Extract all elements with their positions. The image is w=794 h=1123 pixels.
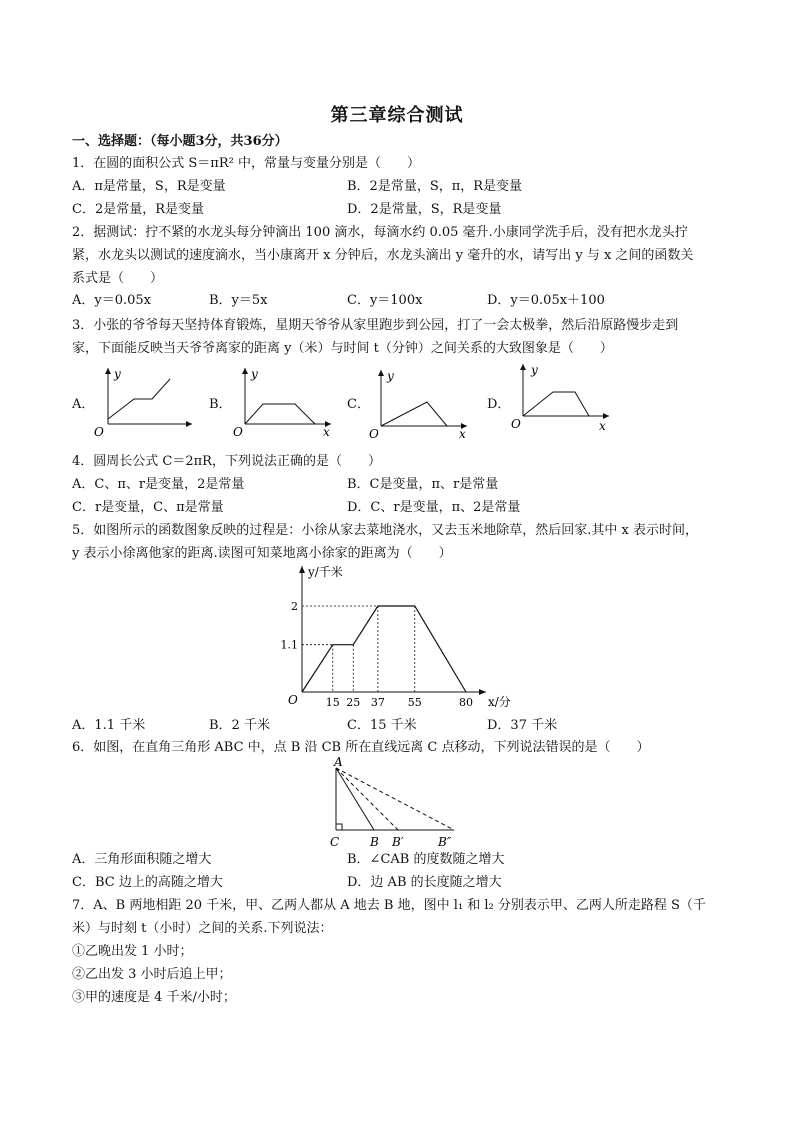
q6-option-b[interactable]: B．∠CAB 的度数随之增大	[347, 852, 505, 867]
q4-option-c[interactable]: C．r是变量，C、π是常量	[72, 500, 224, 515]
svg-text:x: x	[459, 427, 466, 440]
q3-option-c[interactable]: C．	[347, 397, 370, 412]
x-tick-label: 15	[325, 696, 340, 709]
q1-option-b[interactable]: B．2是常量，S，π，R是变量	[347, 179, 523, 194]
vertex-c-label: C	[330, 835, 340, 849]
svg-text:O: O	[94, 425, 104, 438]
svg-text:O: O	[233, 425, 243, 438]
q6-option-d[interactable]: D．边 AB 的长度随之增大	[347, 875, 502, 890]
x-tick-label: 80	[459, 696, 473, 709]
q3-stem-line2: 家，下面能反映当天爷爷离家的距离 y（米）与时间 t（分钟）之间关系的大致图象是（ ）	[72, 341, 613, 356]
q3-option-a[interactable]: A．	[72, 397, 95, 412]
distance-line	[302, 606, 466, 692]
svg-text:y: y	[114, 367, 121, 381]
svg-text:x: x	[599, 419, 606, 433]
x-axis-label: x/分	[488, 695, 511, 709]
vertex-b1-label: B′	[392, 835, 404, 849]
chart-marks	[281, 600, 474, 709]
q5-option-b[interactable]: B．2 千米	[209, 718, 270, 733]
q3-option-b[interactable]: B．	[209, 397, 232, 412]
q7-stem-line1: 7．A、B 两地相距 20 千米，甲、乙两人都从 A 地去 B 地，图中 l₁ 和 l₂ 分别表示甲、乙两人所走路程 S（千	[72, 898, 706, 913]
q6-option-a[interactable]: A．三角形面积随之增大	[72, 852, 212, 867]
q2-option-a[interactable]: A．y＝0.05x	[72, 293, 152, 308]
y-tick-label: 2	[291, 600, 298, 613]
q4-option-a[interactable]: A．C、π、r是变量，2是常量	[72, 477, 245, 492]
q5-stem-line2: y 表示小徐离他家的距离.读图可知菜地离小徐家的距离为（ ）	[72, 546, 452, 561]
page-title: 第三章综合测试	[330, 105, 464, 126]
y-tick-label: 1.1	[280, 638, 298, 652]
q4-option-d[interactable]: D．C、r是变量，π、2是常量	[347, 500, 521, 515]
vertex-b2-label: B″	[438, 835, 452, 849]
distance-time-chart	[274, 560, 534, 710]
q2-stem-line1: 2．据测试：拧不紧的水龙头每分钟滴出 100 滴水，每滴水约 0.05 毫升.小康同学洗手后，没有把水龙头拧	[72, 225, 688, 240]
x-tick-label: 37	[370, 696, 385, 709]
x-tick-label: 55	[407, 696, 422, 709]
chart-axes	[288, 564, 511, 709]
q5-option-a[interactable]: A．1.1 千米	[72, 718, 146, 733]
q7-statement-2: ②乙出发 3 小时后追上甲；	[72, 967, 232, 982]
q6-option-c[interactable]: C．BC 边上的高随之增大	[72, 875, 223, 890]
q5-stem-line1: 5．如图所示的函数图象反映的过程是：小徐从家去菜地浇水，又去玉米地除草，然后回家.其中 x 表示时间，	[72, 523, 699, 538]
q3-graph-b	[231, 364, 341, 438]
q7-statement-1: ①乙晚出发 1 小时；	[72, 944, 193, 959]
x-axis-arrow	[479, 689, 486, 695]
q3-graph-d	[509, 360, 619, 434]
y-axis-arrow	[299, 566, 305, 573]
q2-option-c[interactable]: C．y＝100x	[347, 293, 423, 308]
q4-stem: 4．圆周长公式 C＝2πR，下列说法正确的是（ ）	[72, 454, 381, 469]
q3-option-d[interactable]: D．	[487, 397, 511, 412]
q1-stem: 1．在圆的面积公式 S＝πR² 中，常量与变量分别是（ ）	[72, 156, 420, 171]
q2-stem-line2: 紧，水龙头以测试的速度滴水，当小康离开 x 分钟后，水龙头滴出 y 毫升的水，请写出 y 与 x 之间的函数关	[72, 248, 694, 263]
q2-option-d[interactable]: D．y＝0.05x＋100	[487, 293, 605, 308]
svg-text:y: y	[531, 363, 538, 377]
q5-option-d[interactable]: D．37 千米	[487, 718, 558, 733]
q6-stem: 6．如图，在直角三角形 ABC 中，点 B 沿 CB 所在直线远离 C 点移动，下列说法错误的是（ ）	[72, 740, 650, 755]
svg-text:y: y	[387, 369, 394, 383]
q1-option-d[interactable]: D．2是常量，S，R是变量	[347, 202, 502, 217]
q4-option-b[interactable]: B．C是变量，π、r是常量	[347, 477, 499, 492]
svg-text:y: y	[251, 367, 258, 381]
q1-option-a[interactable]: A．π是常量，S，R是变量	[72, 179, 226, 194]
q5-option-c[interactable]: C．15 千米	[347, 718, 417, 733]
q7-statement-3: ③甲的速度是 4 千米/小时；	[72, 990, 236, 1005]
y-axis-label: y/千米	[308, 565, 343, 579]
q3-stem-line1: 3．小张的爷爷每天坚持体育锻炼，星期天爷爷从家里跑步到公园，打了一会太极拳，然后沿原路慢步走到	[72, 318, 679, 333]
vertex-b-label: B	[370, 835, 379, 849]
q7-stem-line2: 米）与时刻 t（小时）之间的关系.下列说法：	[72, 921, 333, 936]
q3-graph-a	[94, 364, 196, 438]
origin-label: O	[288, 693, 298, 707]
q2-option-b[interactable]: B．y＝5x	[209, 293, 268, 308]
svg-text:O: O	[369, 427, 379, 440]
q3-graph-c	[367, 366, 477, 440]
x-tick-label: 25	[346, 696, 361, 709]
q1-option-c[interactable]: C．2是常量，R是变量	[72, 202, 205, 217]
q2-stem-line3: 系式是（ ）	[72, 271, 164, 286]
svg-text:x: x	[323, 425, 330, 438]
right-triangle-figure	[326, 756, 472, 850]
vertex-a-label: A	[334, 756, 343, 769]
section-heading: 一、选择题：（每小题3分，共36分）	[72, 134, 288, 149]
svg-text:O: O	[511, 417, 521, 431]
